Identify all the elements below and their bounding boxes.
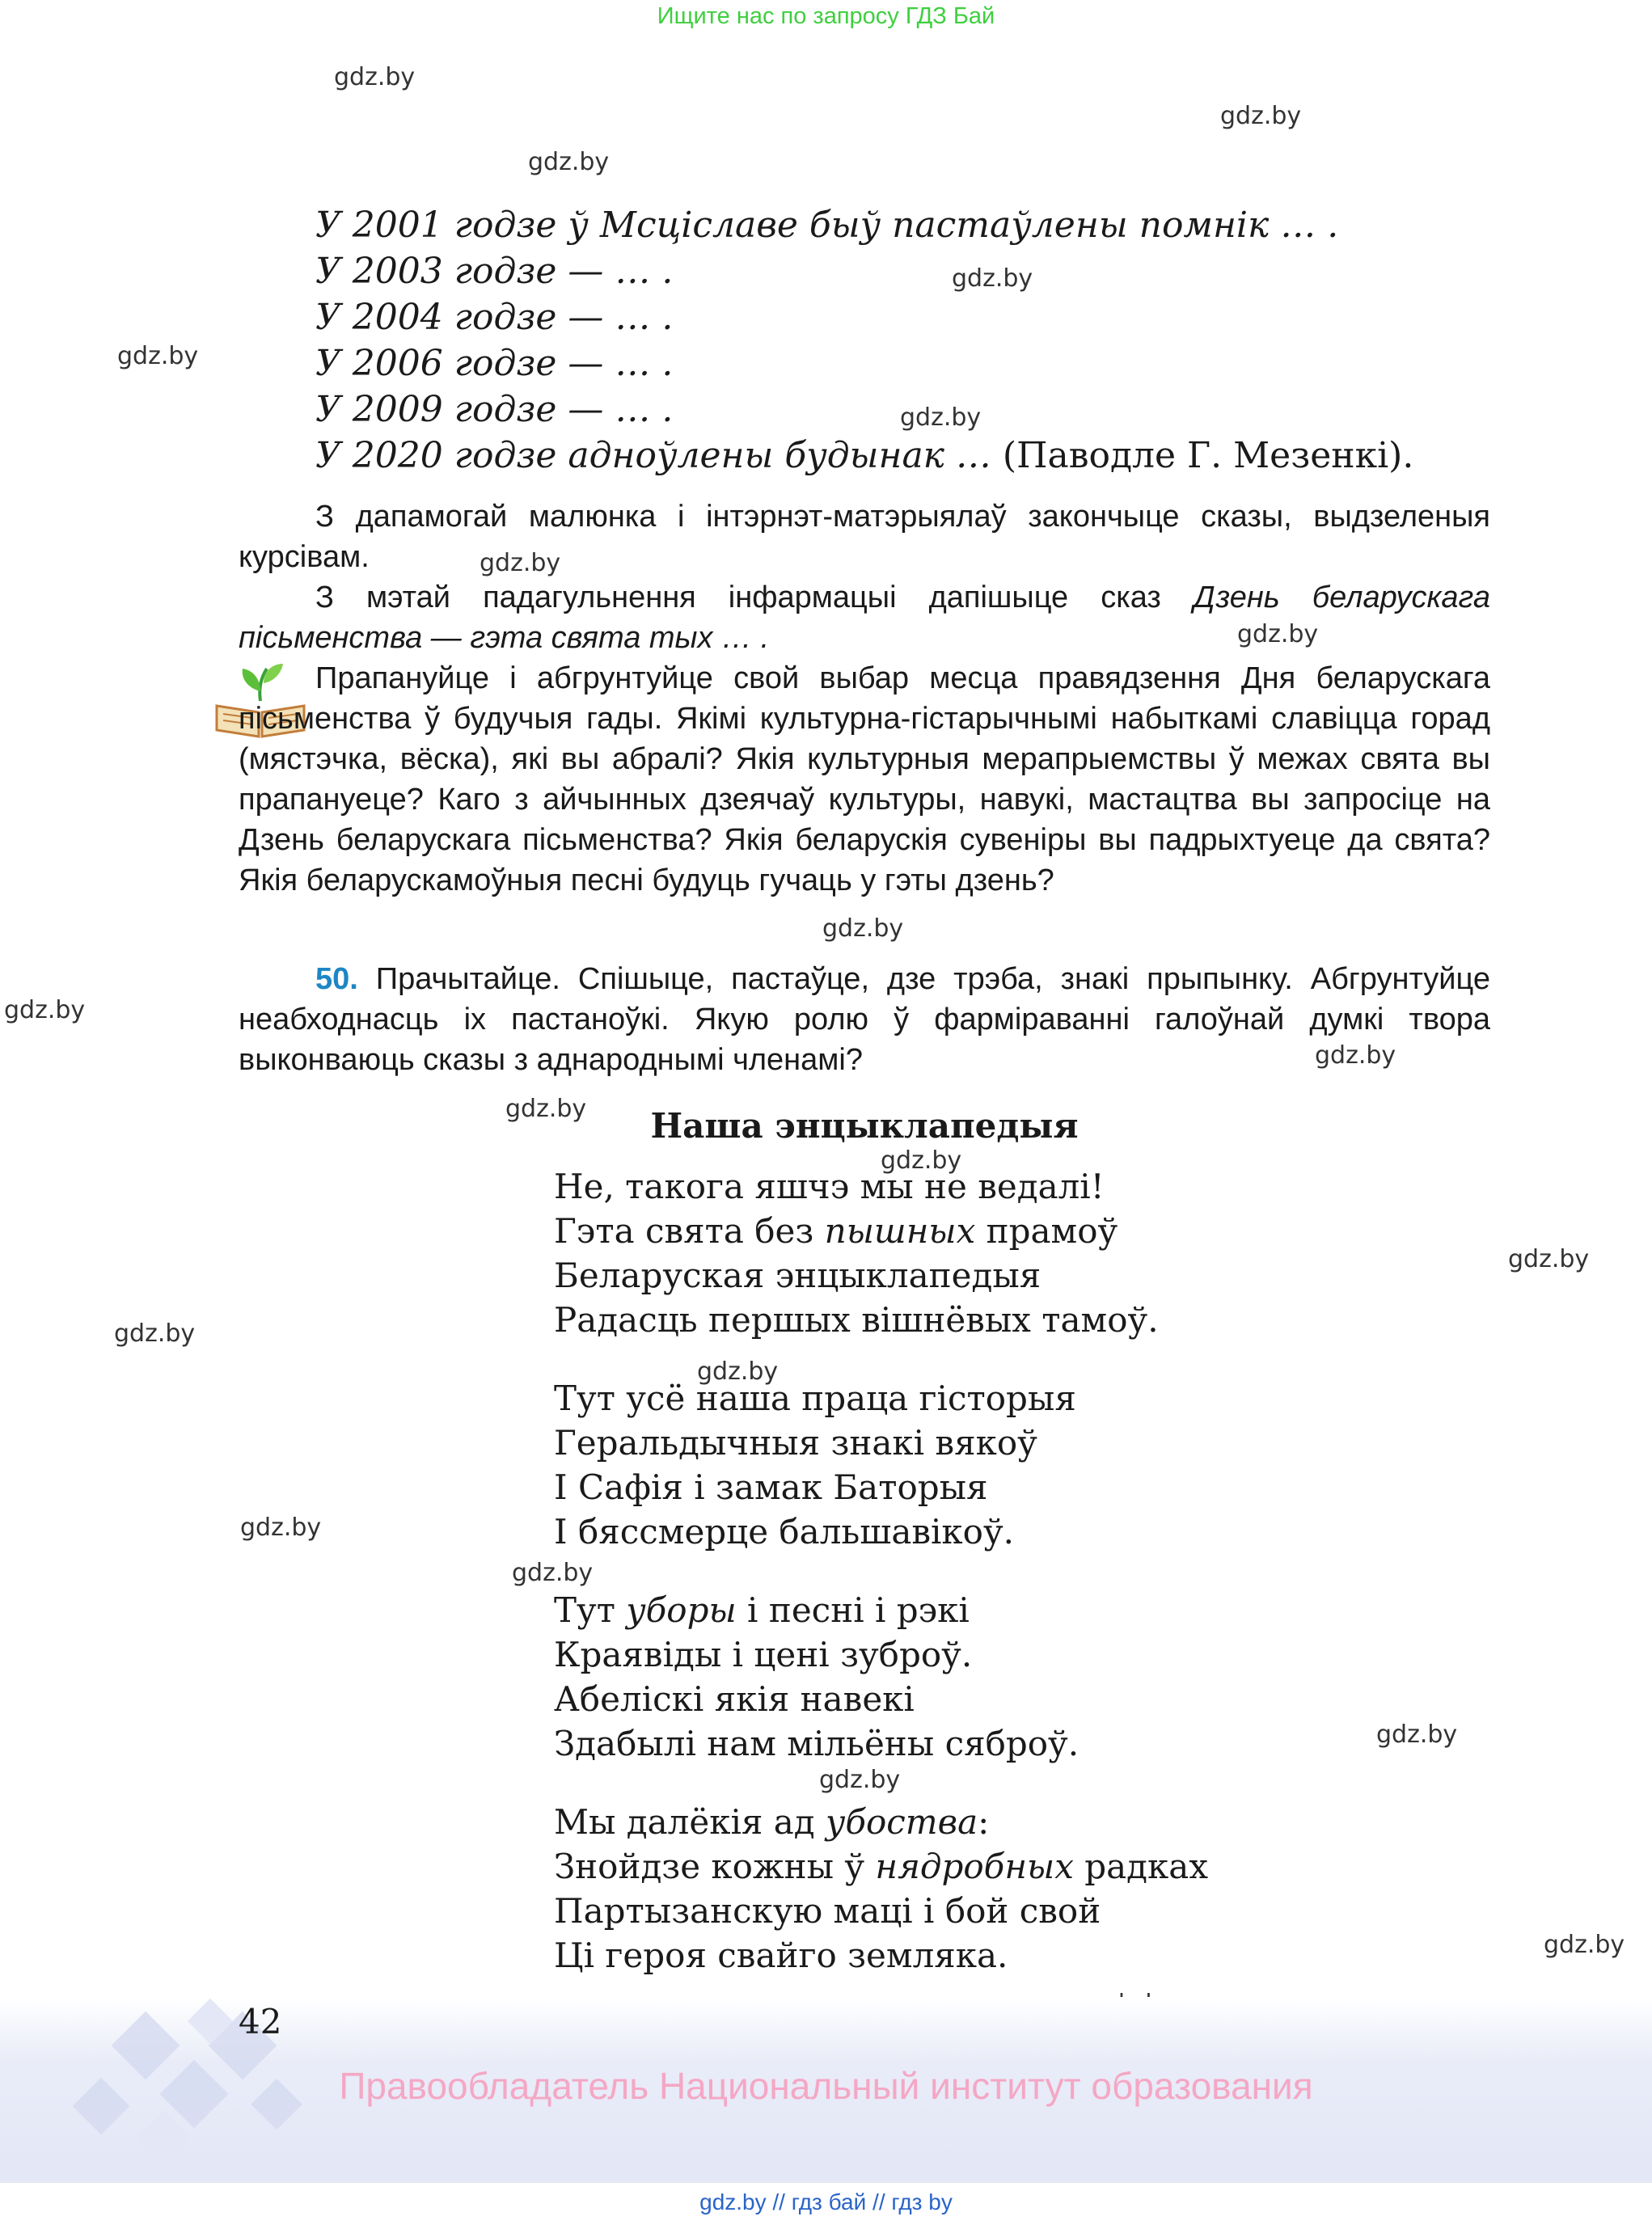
poem-title: Наша энцыклапедыя	[650, 1106, 1079, 1146]
poem-italic-word: уборы	[626, 1590, 737, 1630]
watermark: gdz.by	[819, 1766, 901, 1794]
exercise-50	[239, 959, 1490, 1080]
poem-line: Абеліскі якія навекі	[554, 1679, 915, 1719]
watermark: gdz.by	[528, 148, 610, 176]
poem-line: Геральдычныя знакі вякоў	[554, 1423, 1037, 1463]
task-paragraph-2	[239, 577, 1490, 658]
watermark: gdz.by	[1315, 1041, 1396, 1070]
poem-line: Не, такога яшчэ мы не ведалі!	[554, 1167, 1105, 1206]
poem-line: Ці героя свайго земляка.	[554, 1936, 1008, 1975]
exercise-text: Прачытайце. Спішыце, пастаўце, дзе трэба, знакі прыпынку. Абгрунтуйце неабходнасць іх пастаноўкі. Якую ролю ў фарміраванні галоўнай думкі твора выконваюць сказы з аднароднымі членамі?	[239, 962, 1490, 1077]
poem-line: Партызанскую маці і бой свой	[554, 1891, 1101, 1931]
poem-italic-word: убоства	[826, 1802, 978, 1842]
poem-italic-word: нядробных	[875, 1847, 1074, 1886]
task-italic-text: Дзень беларускага пісьменства — гэта свята тых … .	[239, 581, 1491, 655]
watermark: gdz.by	[117, 342, 199, 370]
intro-line: У 2001 годзе ў Мсціславе быў пастаўлены помнік … .	[315, 205, 1339, 246]
watermark: gdz.by	[822, 914, 904, 943]
poem-line: І бяссмерце бальшавікоў.	[554, 1512, 1015, 1552]
poem-body	[554, 1164, 1208, 2012]
watermark: gdz.by	[480, 549, 561, 577]
poem-line: Беларуская энцыклапедыя	[554, 1256, 1041, 1295]
watermark: gdz.by	[4, 996, 86, 1024]
watermark: gdz.by	[240, 1514, 322, 1542]
intro-line: У 2003 годзе — … .	[315, 251, 674, 292]
task-paragraph-3	[239, 658, 1490, 901]
poem-line: Здабылі нам мільёны сяброў.	[554, 1724, 1080, 1763]
intro-line: У 2006 годзе — … .	[315, 343, 674, 384]
watermark: gdz.by	[952, 264, 1033, 293]
copyright-notice: Правообладатель Национальный институт образования	[339, 2065, 1313, 2107]
page-number: 42	[239, 2002, 282, 2041]
task-text: З мэтай падагульнення інфармацыі дапішыце сказ	[315, 581, 1194, 614]
watermark: gdz.by	[1544, 1931, 1625, 1959]
watermark: gdz.by	[1508, 1245, 1590, 1273]
poem-text: Гэта свята без	[554, 1211, 825, 1251]
watermark: gdz.by	[1237, 620, 1319, 648]
intro-sentences	[315, 202, 1528, 479]
poem-line: І Сафія і замак Баторыя	[554, 1467, 988, 1507]
watermark: gdz.by	[505, 1095, 587, 1123]
poem-text: Знойдзе кожны ў	[554, 1847, 876, 1886]
poem-stanza	[554, 1376, 1208, 1554]
poem-line: Тут усё наша праца гісторыя	[554, 1378, 1076, 1418]
poem-line	[554, 1844, 1208, 1889]
intro-line-text: У 2020 годзе аднoўлены будынак …	[315, 435, 991, 476]
watermark: gdz.by	[1220, 102, 1302, 130]
task-paragraph-1: З дапамогай малюнка і інтэрнэт-матэрыялаў закончыце сказы, выдзеленыя курсівам.	[239, 500, 1490, 574]
task-text: Прапануйце і абгрунтуйце свой выбар месца правядзення Дня беларускага пісьменства ў будучыя гады. Якімі культурна-гістарычнымі набыткамі славіцца горад (мястэчка, вёска), які вы абралі? Якія культурныя мерапрыемствы ў межах свята вы прапануеце? Каго з айчынных дзеячаў культуры, навукі, мастацтва вы запросіце на Дзень беларускага пісьменства? Якія беларускія сувеніры вы падрыхтуеце да свята? Якія беларускамоўныя песні будуць гучаць у гэты дзень?	[239, 661, 1490, 897]
top-banner[interactable]: Ищите нас по запросу ГДЗ Бай	[657, 3, 995, 29]
poem-text: Тут	[554, 1590, 627, 1630]
bottom-links[interactable]: gdz.by // гдз бай // гдз by	[699, 2189, 953, 2214]
watermark: gdz.by	[1376, 1720, 1458, 1749]
poem-text: прамоў	[975, 1211, 1118, 1251]
watermark: gdz.by	[334, 63, 416, 91]
poem-line	[554, 1209, 1208, 1253]
watermark: gdz.by	[881, 1146, 962, 1175]
poem-line	[554, 1800, 1208, 1844]
intro-line	[315, 433, 1528, 479]
exercise-number: 50.	[315, 962, 358, 996]
poem-text: Мы далёкія ад	[554, 1802, 826, 1842]
intro-line: У 2009 годзе — … .	[315, 389, 674, 430]
watermark: gdz.by	[900, 403, 982, 432]
poem-stanza	[554, 1800, 1208, 1978]
poem-line: Краявіды і цені зуброў.	[554, 1635, 973, 1674]
poem-stanza	[554, 1164, 1208, 1342]
watermark: gdz.by	[512, 1559, 594, 1587]
poem-text: радках	[1073, 1847, 1209, 1886]
watermark: gdz.by	[697, 1357, 779, 1386]
poem-stanza	[554, 1588, 1208, 1766]
source-citation: (Паводле Г. Мезенкі).	[991, 435, 1414, 476]
poem-italic-word: пышных	[824, 1211, 976, 1251]
poem-text: і песні і рэкі	[736, 1590, 970, 1630]
poem-text: :	[978, 1802, 990, 1842]
watermark: gdz.by	[114, 1319, 196, 1348]
intro-line: У 2004 годзе — … .	[315, 297, 674, 338]
poem-line: Радасць першых вішнёвых тамоў.	[554, 1300, 1159, 1340]
poem-line	[554, 1588, 1208, 1632]
